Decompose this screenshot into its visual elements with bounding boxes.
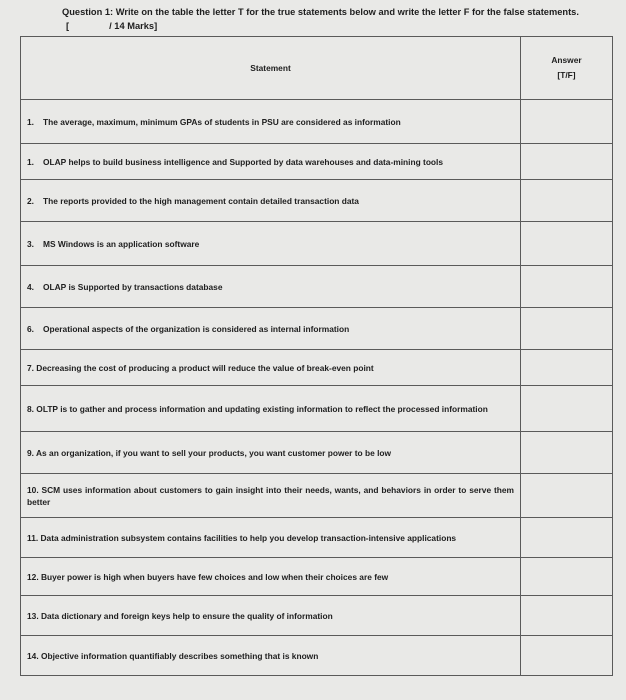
table-row — [21, 180, 613, 222]
statement-cell — [21, 558, 521, 596]
statement-number: 1. — [27, 116, 34, 127]
statement-cell — [21, 308, 521, 350]
answer-cell[interactable] — [521, 308, 613, 350]
table-row — [21, 596, 613, 636]
statement-cell — [21, 266, 521, 308]
statement-cell — [21, 350, 521, 386]
statement-text: 14. Objective information quantifiably describes something that is known — [27, 650, 319, 661]
answer-cell[interactable] — [521, 144, 613, 180]
statement-column-header: Statement — [21, 37, 521, 100]
statement-cell — [21, 474, 521, 518]
table-row — [21, 144, 613, 180]
table-row — [21, 518, 613, 558]
table-row — [21, 432, 613, 474]
table-row — [21, 100, 613, 144]
answer-cell[interactable] — [521, 350, 613, 386]
table-row — [21, 636, 613, 676]
answer-cell[interactable] — [521, 474, 613, 518]
answer-column-header — [521, 37, 613, 100]
answer-cell[interactable] — [521, 558, 613, 596]
marks-bracket: [ — [66, 21, 70, 31]
statement-cell — [21, 386, 521, 432]
statement-text: 12. Buyer power is high when buyers have few choices and low when their choices are few — [27, 571, 389, 582]
statement-text: 11. Data administration subsystem contains facilities to help you develop transaction-intensive applications — [27, 532, 457, 543]
answer-cell[interactable] — [521, 518, 613, 558]
statement-text: 7. Decreasing the cost of producing a product will reduce the value of break-even point — [27, 362, 374, 373]
marks-total: / 14 Marks] — [109, 21, 158, 31]
table-row — [21, 350, 613, 386]
statement-number: 3. — [27, 238, 34, 249]
statement-text: OLAP is Supported by transactions database — [43, 281, 223, 292]
marks-label — [62, 19, 622, 33]
statement-cell — [21, 144, 521, 180]
true-false-table — [20, 36, 613, 676]
table-row — [21, 474, 613, 518]
statement-cell — [21, 100, 521, 144]
statement-text: The average, maximum, minimum GPAs of students in PSU are considered as information — [43, 116, 401, 127]
answer-header-format: [T/F] — [557, 70, 576, 80]
statement-cell — [21, 596, 521, 636]
table-header-row — [21, 37, 613, 100]
statement-text: The reports provided to the high management contain detailed transaction data — [43, 195, 359, 206]
answer-cell[interactable] — [521, 596, 613, 636]
statement-text: 9. As an organization, if you want to sell your products, you want customer power to be low — [27, 447, 392, 458]
table-row — [21, 222, 613, 266]
answer-cell[interactable] — [521, 180, 613, 222]
table-row — [21, 386, 613, 432]
statement-text: 10. SCM uses information about customers to gain insight into their needs, wants, and behaviors in order to serve them better — [27, 484, 514, 507]
table-row — [21, 308, 613, 350]
statement-text: MS Windows is an application software — [43, 238, 200, 249]
statement-cell — [21, 432, 521, 474]
answer-cell[interactable] — [521, 222, 613, 266]
answer-header-title: Answer — [551, 55, 582, 65]
statement-number: 2. — [27, 195, 34, 206]
answer-cell[interactable] — [521, 386, 613, 432]
statement-number: 1. — [27, 156, 34, 167]
answer-cell[interactable] — [521, 100, 613, 144]
statement-text: OLAP helps to build business intelligence and Supported by data warehouses and data-mining tools — [43, 156, 444, 167]
statement-text: 13. Data dictionary and foreign keys help to ensure the quality of information — [27, 610, 333, 621]
table-row — [21, 266, 613, 308]
statement-text: Operational aspects of the organization is considered as internal information — [43, 323, 350, 334]
statement-cell — [21, 180, 521, 222]
answer-cell[interactable] — [521, 636, 613, 676]
statement-cell — [21, 636, 521, 676]
statement-cell — [21, 518, 521, 558]
statement-number: 6. — [27, 323, 34, 334]
answer-cell[interactable] — [521, 266, 613, 308]
statement-cell — [21, 222, 521, 266]
question-header — [62, 5, 622, 33]
question-instruction: Question 1: Write on the table the letter T for the true statements below and write the letter F for the false statements. — [62, 7, 579, 17]
answer-cell[interactable] — [521, 432, 613, 474]
table-row — [21, 558, 613, 596]
statement-number: 4. — [27, 281, 34, 292]
statement-text: 8. OLTP is to gather and process information and updating existing information to reflect the processed information — [27, 403, 488, 414]
